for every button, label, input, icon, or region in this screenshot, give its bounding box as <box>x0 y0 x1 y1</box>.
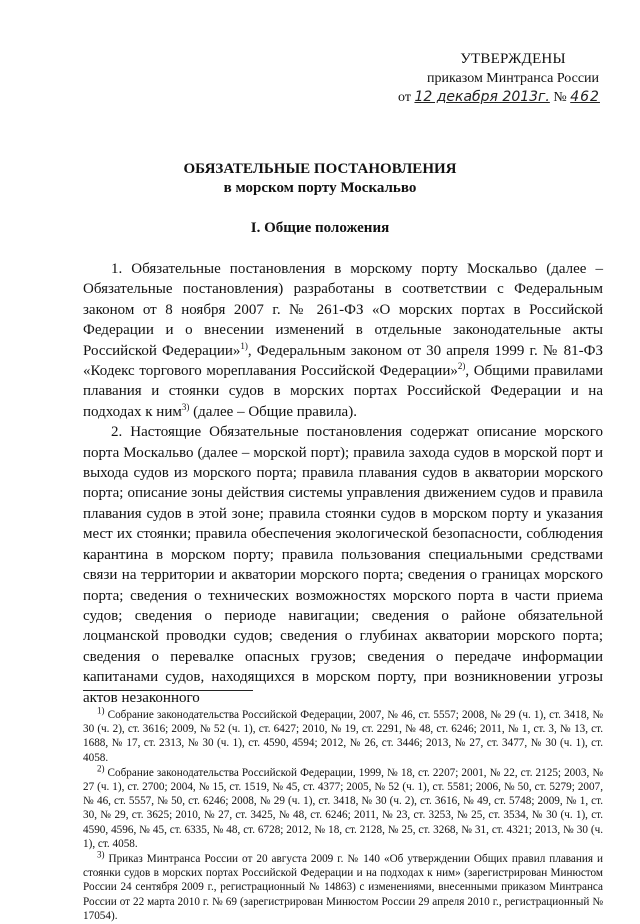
footnote-mark: 3) <box>97 849 105 860</box>
section-heading: I. Общие положения <box>250 220 390 236</box>
approval-order-line: приказом Минтранса России <box>426 71 600 86</box>
footnote-ref-3: 3) <box>181 401 190 412</box>
footnote-3 <box>83 849 603 923</box>
footnote-ref-2: 2) <box>457 361 466 372</box>
paragraph-1 <box>83 259 603 422</box>
footnote-divider <box>83 690 253 691</box>
title-line-1: ОБЯЗАТЕЛЬНЫЕ ПОСТАНОВЛЕНИЯ <box>183 161 457 177</box>
document-title <box>0 160 640 198</box>
paragraph-1-part-b: , Федеральным законом от 30 апреля 1999 г. № 81-ФЗ «Кодекс торгового мореплавания Российской Федерации» <box>83 342 603 380</box>
handwritten-number: 462 <box>570 89 600 105</box>
approval-number-sign: № <box>553 90 567 105</box>
footnote-text: Приказ Минтранса России от 20 августа 2009 г. № 140 «Об утверждении Общих правил плавания и стоянки судов в морских портах Российской Федерации и на подходах к ним» (зарегистрирован Минюстом России 24 сентября 2009 г., регистрационный № 14863) с изменениями, внесенными приказом Минтранса России от 22 марта 2010 г. № 69 (зарегистрирован Минюстом России 29 апреля 2010 г., регистрационный № 17054). <box>83 853 603 922</box>
footnote-mark: 2) <box>97 763 105 774</box>
footnote-2 <box>83 763 603 851</box>
footnotes <box>83 705 603 924</box>
approval-from: от <box>398 90 411 105</box>
title-line-2: в морском порту Москальво <box>223 180 417 196</box>
paragraph-1-part-c: , Общими правилами плавания и стоянки судов в морских портах Российской Федерации и на подходах к ним <box>83 363 603 420</box>
document-body <box>83 259 603 708</box>
footnote-text: Собрание законодательства Российской Федерации, 2007, № 46, ст. 5557; 2008, № 29 (ч. 1), ст. 3418, № 30 (ч. 2), ст. 3616; 2009, № 52 (ч. 1), ст. 6427; 2010, № 19, ст. 2291, № 48, ст. 6246; 2011, № 1, ст. 3, № 13, ст. 1688, № 17, ст. 2313, № 30 (ч. 1), ст. 4590, 4594; 2012, № 26, ст. 3446; 2013, № 27, ст. 3477, № 30 (ч. 1), ст. 4058. <box>83 709 603 764</box>
approval-block <box>398 50 628 107</box>
paragraph-1-part-d: (далее – Общие правила). <box>189 403 357 420</box>
approval-date-line <box>398 88 628 107</box>
footnote-mark: 1) <box>97 705 105 716</box>
approval-heading: УТВЕРЖДЕНЫ <box>460 51 566 67</box>
paragraph-2: 2. Настоящие Обязательные постановления содержат описание морского порта Москальво (далее – морской порт); правила захода судов в морской порт и выхода судов из морского порта; правила плавания судов в акватории морского порта; описание зоны действия системы управления движением судов и правила плавания судов в этой зоне; правила стоянки судов в морском порту и указания мест их стоянки; правила обеспечения экологической безопасности, соблюдения карантина в морском порту; правила пользования специальными средствами связи на территории и акватории морского порта; сведения о границах морского порта; сведения о технических возможностях морского порта в части приема судов; сведения о периоде навигации; сведения о районе обязательной лоцманской проводки судов; сведения о глубинах акватории морского порта; сведения о перевалке опасных грузов; сведения о передаче информации капитанами судов, находящихся в морском порту, при возникновении угрозы актов незаконного <box>83 424 603 706</box>
footnote-text: Собрание законодательства Российской Федерации, 1999, № 18, ст. 2207; 2001, № 22, ст. 2125; 2003, № 27 (ч. 1), ст. 2700; 2004, № 15, ст. 1519, № 45, ст. 4377; 2005, № 52 (ч. 1), ст. 5581; 2006, № 50, ст. 5279; 2007, № 46, ст. 5557, № 50, ст. 6246; 2008, № 29 (ч. 1), ст. 3418, № 30 (ч. 2), ст. 3616, № 49, ст. 5748; 2009, № 1, ст. 30, № 29, ст. 3625; 2010, № 27, ст. 3425, № 48, ст. 6246; 2011, № 23, ст. 3253, № 25, ст. 3534, № 30 (ч. 1), ст. 4590, 4596, № 45, ст. 6335, № 48, ст. 6728; 2012, № 18, ст. 2128, № 25, ст. 3268, № 31, ст. 4321; 2013, № 30 (ч. 1), ст. 4058. <box>83 766 603 850</box>
paragraph-1-part-a: 1. Обязательные постановления в морскому порту Москальво (далее – Обязательные постановления) разработаны в соответствии с Федеральным законом от 8 ноября 2007 г. № 261-ФЗ «О морских портах в Российской Федерации и о внесении изменений в отдельные законодательные акты Российской Федерации» <box>83 261 603 359</box>
footnote-1 <box>83 705 603 765</box>
handwritten-date: 12 декабря 2013г. <box>414 89 550 105</box>
footnote-ref-1: 1) <box>240 340 248 351</box>
